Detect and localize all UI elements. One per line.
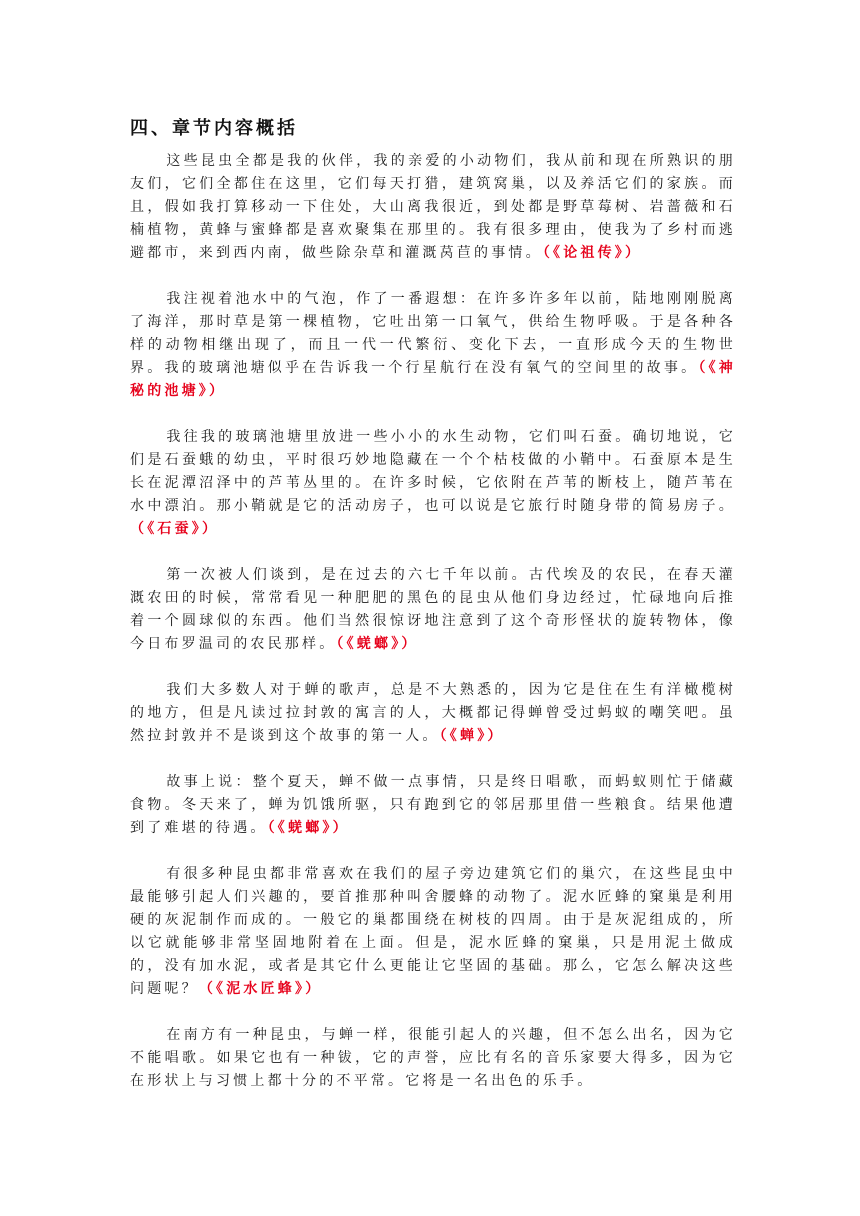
source-citation: （《蝉》） [439, 728, 505, 744]
paragraph [130, 771, 736, 840]
content-body [130, 150, 736, 1116]
paragraph-text: 有很多种昆虫都非常喜欢在我们的屋子旁边建筑它们的巢穴，在这些昆虫中最能够引起人们兴趣的，要首推那种叫舍腰蜂的动物了。泥水匠蜂的窠巢是利用硬的灰泥制作而成的。一般它的巢都围绕在树枝的四周。由于是灰泥组成的，所以它就能够非常坚固地附着在上面。但是，泥水匠蜂的窠巢，只是用泥土做成的，没有加水泥，或者是其它什么更能让它坚固的基础。那么，它怎么解决这些问题呢？ [130, 866, 736, 997]
paragraph [130, 150, 736, 265]
source-citation: （《泥水匠蜂》） [198, 981, 323, 997]
paragraph [130, 288, 736, 403]
section-heading: 四、章节内容概括 [130, 118, 298, 139]
source-citation: （《论祖传》） [542, 245, 643, 261]
source-citation: （《蜣螂》） [336, 636, 419, 652]
source-citation: （《石蚕》） [130, 521, 220, 537]
paragraph-text: 在南方有一种昆虫，与蝉一样，很能引起人的兴趣，但不怎么出名，因为它不能唱歌。如果它也有一种钹，它的声誉，应比有名的音乐家要大得多，因为它在形状上与习惯上都十分的不平常。它将是一名出色的乐手。 [130, 1027, 736, 1089]
source-citation: （《神秘的池塘》） [130, 360, 736, 399]
paragraph-text: 我们大多数人对于蝉的歌声，总是不大熟悉的，因为它是住在生有洋橄榄树的地方，但是凡读过拉封敦的寓言的人，大概都记得蝉曾受过蚂蚁的嘲笑吧。虽然拉封敦并不是谈到这个故事的第一人。 [130, 682, 736, 744]
paragraph [130, 426, 736, 541]
paragraph-text: 故事上说：整个夏天，蝉不做一点事情，只是终日唱歌，而蚂蚁则忙于储藏食物。冬天来了，蝉为饥饿所驱，只有跑到它的邻居那里借一些粮食。结果他遭到了难堪的待遇。 [130, 774, 736, 836]
paragraph [130, 863, 736, 1001]
paragraph [130, 1024, 736, 1093]
paragraph [130, 679, 736, 748]
paragraph [130, 564, 736, 656]
paragraph-text: 第一次被人们谈到，是在过去的六七千年以前。古代埃及的农民，在春天灌溉农田的时候，常常看见一种肥肥的黑色的昆虫从他们身边经过，忙碌地向后推着一个圆球似的东西。他们当然很惊讶地注意到了这个奇形怪状的旋转物体，像今日布罗温司的农民那样。 [130, 567, 736, 652]
paragraph-text: 这些昆虫全都是我的伙伴，我的亲爱的小动物们，我从前和现在所熟识的朋友们，它们全都住在这里，它们每天打猎，建筑窝巢，以及养活它们的家族。而且，假如我打算移动一下住处，大山离我很近，到处都是野草莓树、岩蔷薇和石楠植物，黄蜂与蜜蜂都是喜欢聚集在那里的。我有很多理由，使我为了乡村而逃避都市，来到西内南，做些除杂草和灌溉莴苣的事情。 [130, 153, 736, 261]
source-citation: （《蜣螂》） [267, 820, 350, 836]
paragraph-text: 我注视着池水中的气泡，作了一番遐想：在许多许多年以前，陆地刚刚脱离了海洋，那时草是第一棵植物，它吐出第一口氧气，供给生物呼吸。于是各种各样的动物相继出现了，而且一代一代繁衍、变化下去，一直形成今天的生物世界。我的玻璃池塘似乎在告诉我一个行星航行在没有氧气的空间里的故事。 [130, 291, 736, 376]
paragraph-text: 我往我的玻璃池塘里放进一些小小的水生动物，它们叫石蚕。确切地说，它们是石蚕蛾的幼虫，平时很巧妙地隐藏在一个个枯枝做的小鞘中。石蚕原本是生长在泥潭沼泽中的芦苇丛里的。在许多时候，它依附在芦苇的断枝上，随芦苇在水中漂泊。那小鞘就是它的活动房子，也可以说是它旅行时随身带的简易房子。 [130, 429, 736, 514]
